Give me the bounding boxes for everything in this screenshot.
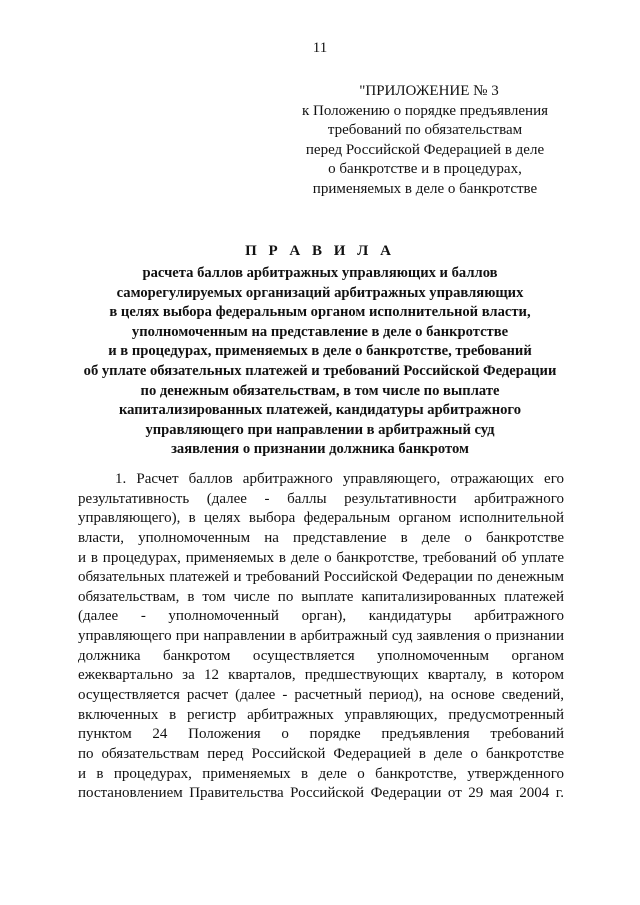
paragraph-line: и в процедурах, применяемых в деле о банкротстве, требований об уплате [78,549,564,566]
subtitle-line: уполномоченным на представление в деле о банкротстве [131,323,509,340]
subtitle-line: расчета баллов арбитражных управляющих и баллов [142,265,498,281]
paragraph-line: обязательных платежей и требований Российской Федерации по денежным [78,569,564,586]
paragraph-line: управляющего при направлении в арбитражный суд заявления о признании [78,628,564,645]
subtitle-line: по денежным обязательствам, в том числе по выплате [140,382,500,399]
paragraph-line: власти, уполномоченным на представление в деле о банкротстве [78,529,564,546]
page-number: 11 [312,40,328,56]
paragraph-line: осуществляется расчет (далее - расчетный период), на основе сведений, [78,687,564,704]
subtitle-line: об уплате обязательных платежей и требований Российской Федерации [83,362,557,379]
appendix-header [290,82,560,200]
paragraph-line: обязательствам, в том числе по выплате капитализированных платежей [78,588,564,605]
appendix-line: требований по обязательствам [327,122,523,139]
document-title: П Р А В И Л А [245,243,395,259]
document-subtitle [70,264,570,460]
appendix-line: к Положению о порядке предъявления [301,102,548,119]
appendix-line: применяемых в деле о банкротстве [312,180,538,197]
paragraph-line: и в процедурах, применяемых в деле о банкротстве, утвержденного [78,765,564,782]
paragraph-line: включенных в регистр арбитражных управляющих, предусмотренный [78,706,564,723]
paragraph-line: результативность (далее - баллы результативности арбитражного [78,490,564,507]
subtitle-line: в целях выбора федеральным органом исполнительной власти, [109,304,531,321]
subtitle-line: управляющего при направлении в арбитражный суд [145,421,495,438]
subtitle-line: капитализированных платежей, кандидатуры арбитражного [118,402,521,419]
subtitle-line: саморегулируемых организаций арбитражных управляющих [116,284,524,301]
subtitle-line: заявления о признании должника банкротом [171,441,469,458]
paragraph-line: пунктом 24 Положения о порядке предъявления требований [78,726,564,743]
paragraph-line: управляющего), в целях выбора федеральным органом исполнительной [78,510,564,527]
paragraph-1 [78,470,564,804]
appendix-line: о банкротстве и в процедурах, [328,161,522,178]
appendix-line: перед Российской Федерацией в деле [305,141,545,158]
appendix-line: "ПРИЛОЖЕНИЕ № 3 [359,83,499,99]
paragraph-line: по обязательствам перед Российской Федерацией в деле о банкротстве [78,745,564,762]
paragraph-line: 1. Расчет баллов арбитражного управляющего, отражающих его [115,471,564,487]
paragraph-line: ежеквартально за 12 кварталов, предшествующих кварталу, в котором [78,667,564,684]
paragraph-line: (далее - уполномоченный орган), кандидатуры арбитражного [78,608,564,625]
subtitle-line: и в процедурах, применяемых в деле о банкротстве, требований [108,343,532,360]
paragraph-line: должника банкротом осуществляется уполномоченным органом [78,647,564,664]
paragraph-line: постановлением Правительства Российской Федерации от 29 мая 2004 г. [78,785,564,802]
